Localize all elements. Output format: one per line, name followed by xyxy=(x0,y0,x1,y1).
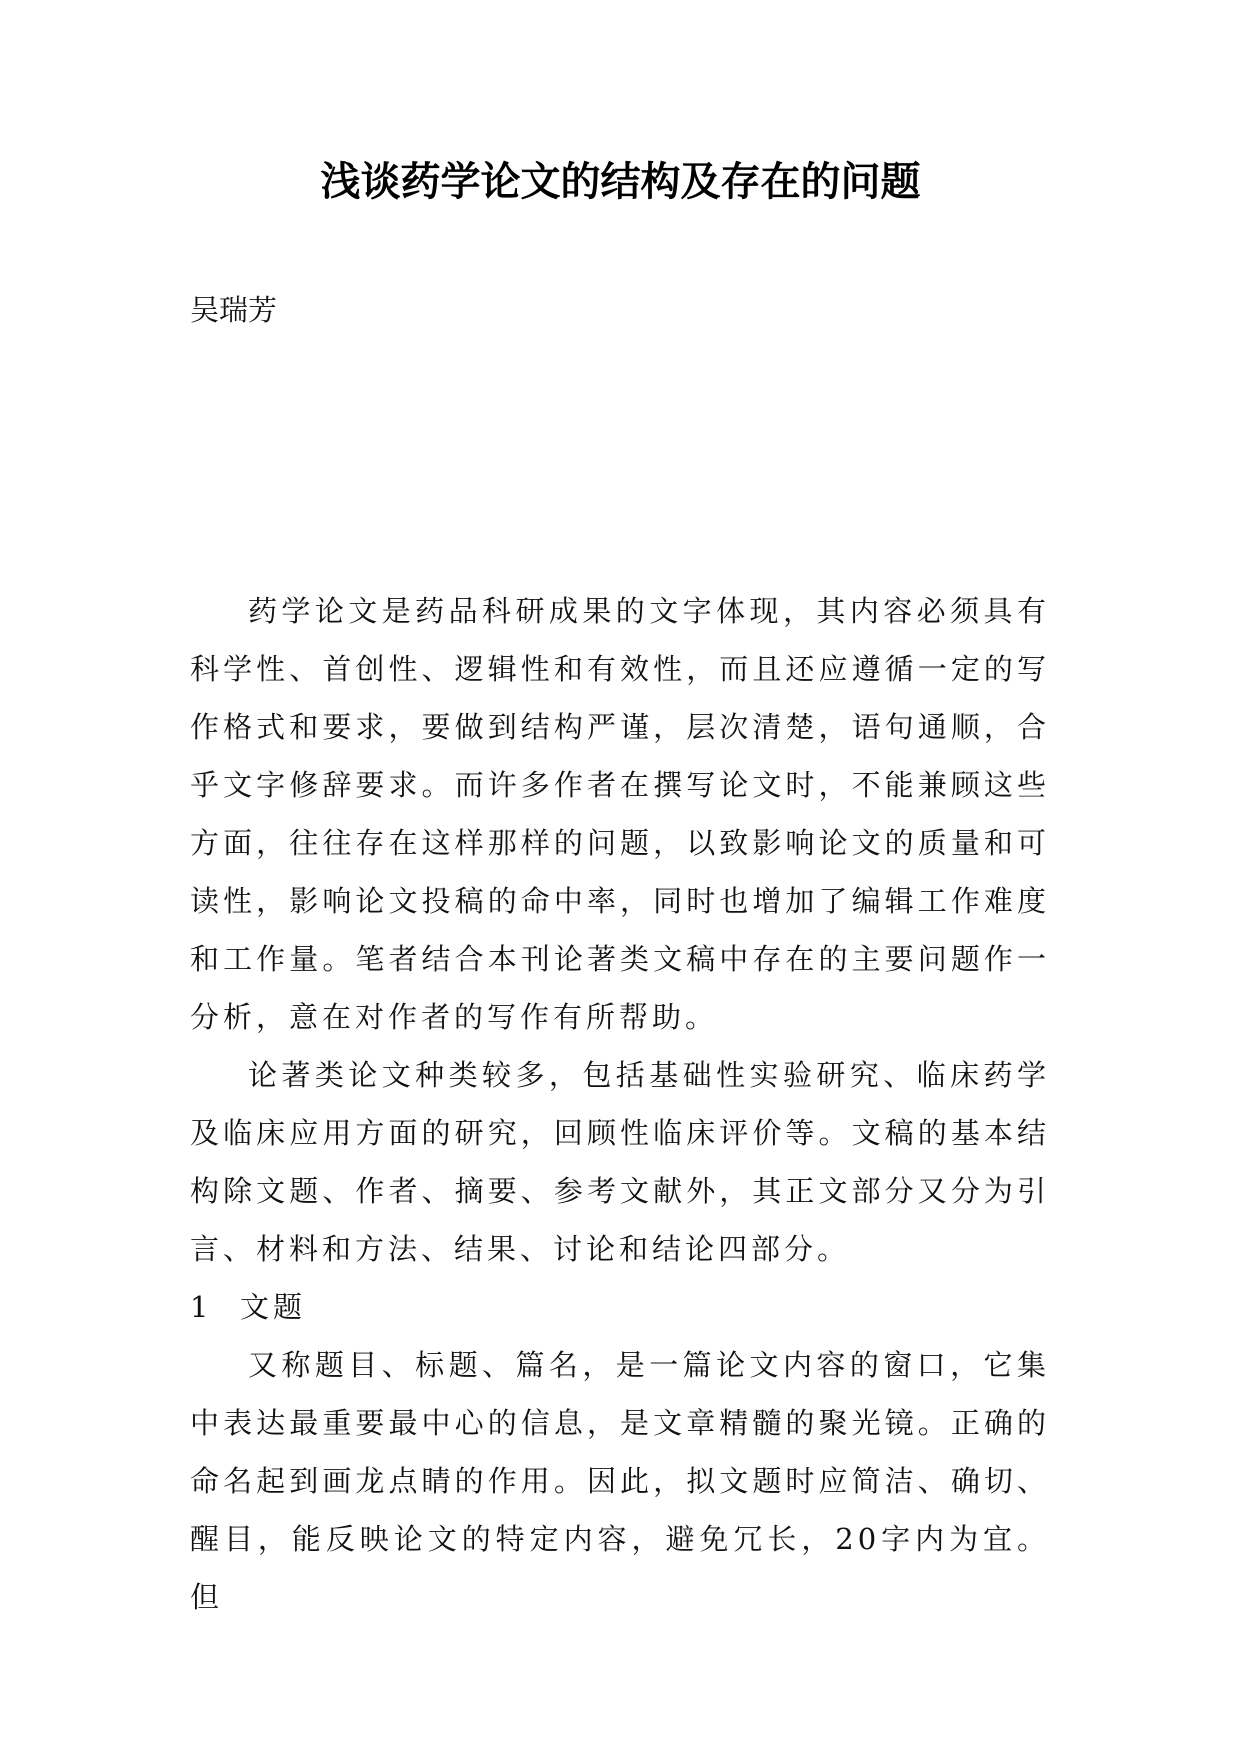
section-number: 1 xyxy=(190,1290,213,1324)
document-body xyxy=(190,582,1050,1626)
section-heading xyxy=(190,1278,1050,1336)
section-paragraph: 又称题目、标题、篇名，是一篇论文内容的窗口，它集中表达最重要最中心的信息，是文章精髓的聚光镜。正确的命名起到画龙点睛的作用。因此，拟文题时应简洁、确切、醒目，能反映论文的特定内容，避免冗长，20字内为宜。但 xyxy=(190,1348,1050,1614)
section-title: 文题 xyxy=(240,1290,307,1324)
author-name: 吴瑞芳 xyxy=(190,293,278,327)
body-paragraph-structure: 论著类论文种类较多，包括基础性实验研究、临床药学及临床应用方面的研究，回顾性临床评价等。文稿的基本结构除文题、作者、摘要、参考文献外，其正文部分又分为引言、材料和方法、结果、讨论和结论四部分。 xyxy=(190,1058,1050,1266)
document-title: 浅谈药学论文的结构及存在的问题 xyxy=(320,159,921,205)
body-paragraph-intro: 药学论文是药品科研成果的文字体现，其内容必须具有科学性、首创性、逻辑性和有效性，而且还应遵循一定的写作格式和要求，要做到结构严谨，层次清楚，语句通顺，合乎文字修辞要求。而许多作者在撰写论文时，不能兼顾这些方面，往往存在这样那样的问题，以致影响论文的质量和可读性，影响论文投稿的命中率，同时也增加了编辑工作难度和工作量。笔者结合本刊论著类文稿中存在的主要问题作一分析，意在对作者的写作有所帮助。 xyxy=(190,594,1050,1034)
